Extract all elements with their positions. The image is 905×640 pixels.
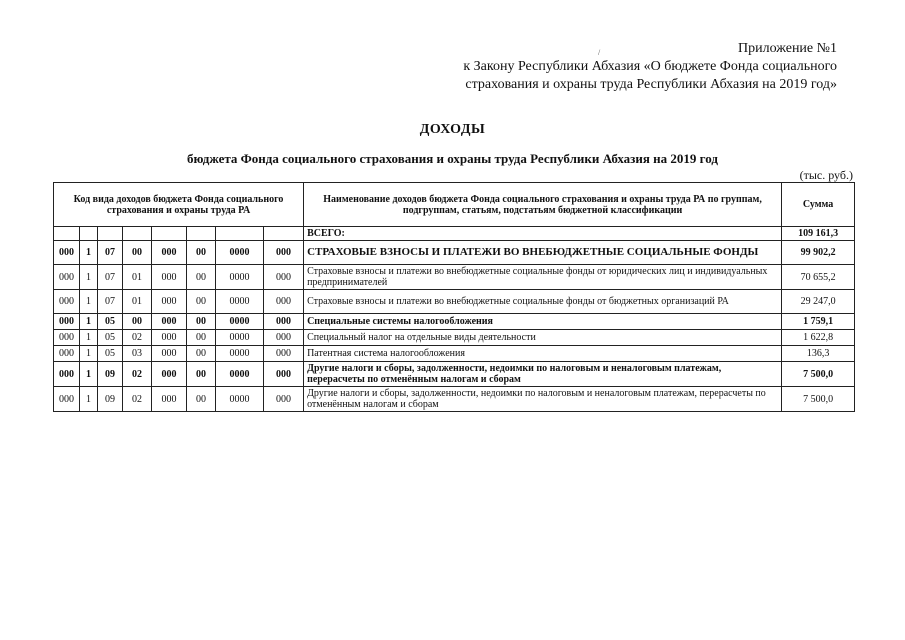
code-cell: 07 bbox=[98, 265, 123, 290]
empty-cell bbox=[80, 227, 98, 241]
code-cell: 000 bbox=[54, 265, 80, 290]
code-cell: 000 bbox=[152, 362, 187, 387]
pen-mark: / bbox=[598, 48, 601, 57]
income-sum-cell: 29 247,0 bbox=[782, 290, 855, 314]
code-cell: 1 bbox=[80, 387, 98, 412]
code-cell: 000 bbox=[54, 290, 80, 314]
code-cell: 000 bbox=[152, 290, 187, 314]
income-name-cell: Страховые взносы и платежи во внебюджетные социальные фонды от бюджетных организаций РА bbox=[304, 290, 782, 314]
code-cell: 0000 bbox=[216, 346, 264, 362]
table-row bbox=[54, 387, 855, 412]
income-name-cell: Другие налоги и сборы, задолженности, недоимки по налоговым и неналоговым платежам, перерасчеты по отменённым налогам и сборам bbox=[304, 387, 782, 412]
table-row bbox=[54, 362, 855, 387]
code-cell: 00 bbox=[187, 387, 216, 412]
empty-cell bbox=[54, 227, 80, 241]
code-cell: 000 bbox=[264, 346, 304, 362]
code-cell: 0000 bbox=[216, 290, 264, 314]
empty-cell bbox=[216, 227, 264, 241]
code-cell: 00 bbox=[123, 314, 152, 330]
income-table bbox=[53, 182, 855, 412]
table-row bbox=[54, 330, 855, 346]
table-row bbox=[54, 290, 855, 314]
income-name-cell: Другие налоги и сборы, задолженности, недоимки по налоговым и неналоговым платежам, перерасчеты по отменённым налогам и сборам bbox=[304, 362, 782, 387]
code-cell: 09 bbox=[98, 362, 123, 387]
income-name-cell: Специальные системы налогообложения bbox=[304, 314, 782, 330]
code-cell: 000 bbox=[54, 330, 80, 346]
income-name-cell: Страховые взносы и платежи во внебюджетные социальные фонды от юридических лиц и индивидуальных предпринимателей bbox=[304, 265, 782, 290]
annex-line-2: к Закону Республики Абхазия «О бюджете Фонда социального bbox=[463, 59, 837, 74]
code-cell: 000 bbox=[54, 241, 80, 265]
income-sum-cell: 1 622,8 bbox=[782, 330, 855, 346]
code-cell: 000 bbox=[152, 387, 187, 412]
code-cell: 0000 bbox=[216, 362, 264, 387]
table-header-row bbox=[54, 183, 855, 227]
code-cell: 1 bbox=[80, 362, 98, 387]
code-cell: 05 bbox=[98, 330, 123, 346]
empty-cell bbox=[123, 227, 152, 241]
page-title: ДОХОДЫ bbox=[419, 122, 486, 137]
empty-cell bbox=[264, 227, 304, 241]
code-cell: 07 bbox=[98, 241, 123, 265]
code-cell: 1 bbox=[80, 314, 98, 330]
header-code: Код вида доходов бюджета Фонда социального страхования и охраны труда РА bbox=[54, 183, 304, 227]
income-name-cell: СТРАХОВЫЕ ВЗНОСЫ И ПЛАТЕЖИ ВО ВНЕБЮДЖЕТНЫЕ СОЦИАЛЬНЫЕ ФОНДЫ bbox=[304, 241, 782, 265]
unit-label: (тыс. руб.) bbox=[799, 168, 853, 182]
empty-cell bbox=[152, 227, 187, 241]
code-cell: 00 bbox=[187, 265, 216, 290]
code-cell: 02 bbox=[123, 362, 152, 387]
code-cell: 03 bbox=[123, 346, 152, 362]
code-cell: 000 bbox=[54, 362, 80, 387]
income-sum-cell: 70 655,2 bbox=[782, 265, 855, 290]
code-cell: 07 bbox=[98, 290, 123, 314]
code-cell: 000 bbox=[54, 314, 80, 330]
code-cell: 0000 bbox=[216, 314, 264, 330]
code-cell: 09 bbox=[98, 387, 123, 412]
code-cell: 000 bbox=[54, 387, 80, 412]
code-cell: 05 bbox=[98, 346, 123, 362]
code-cell: 1 bbox=[80, 330, 98, 346]
code-cell: 000 bbox=[152, 241, 187, 265]
code-cell: 0000 bbox=[216, 265, 264, 290]
code-cell: 0000 bbox=[216, 387, 264, 412]
code-cell: 1 bbox=[80, 241, 98, 265]
header-name: Наименование доходов бюджета Фонда социального страхования и охраны труда РА по группам, подгруппам, статьям, подстатьям бюджетной классификации bbox=[304, 183, 782, 227]
page-subtitle: бюджета Фонда социального страхования и охраны труда Республики Абхазия на 2019 год bbox=[187, 151, 718, 166]
code-cell: 00 bbox=[187, 346, 216, 362]
annex-line-3: страхования и охраны труда Республики Абхазия на 2019 год» bbox=[465, 77, 837, 92]
income-name-cell: Специальный налог на отдельные виды деятельности bbox=[304, 330, 782, 346]
code-cell: 02 bbox=[123, 330, 152, 346]
income-name-cell: Патентная система налогообложения bbox=[304, 346, 782, 362]
code-cell: 000 bbox=[264, 290, 304, 314]
code-cell: 00 bbox=[123, 241, 152, 265]
code-cell: 1 bbox=[80, 265, 98, 290]
income-sum-cell: 7 500,0 bbox=[782, 362, 855, 387]
code-cell: 000 bbox=[54, 346, 80, 362]
income-sum-cell: 99 902,2 bbox=[782, 241, 855, 265]
code-cell: 000 bbox=[152, 346, 187, 362]
code-cell: 00 bbox=[187, 290, 216, 314]
code-cell: 0000 bbox=[216, 241, 264, 265]
code-cell: 0000 bbox=[216, 330, 264, 346]
code-cell: 1 bbox=[80, 346, 98, 362]
income-sum-cell: 136,3 bbox=[782, 346, 855, 362]
code-cell: 000 bbox=[264, 241, 304, 265]
code-cell: 00 bbox=[187, 362, 216, 387]
code-cell: 00 bbox=[187, 314, 216, 330]
code-cell: 02 bbox=[123, 387, 152, 412]
code-cell: 01 bbox=[123, 265, 152, 290]
code-cell: 000 bbox=[152, 265, 187, 290]
header-sum: Сумма bbox=[782, 183, 855, 227]
code-cell: 00 bbox=[187, 330, 216, 346]
table-row bbox=[54, 265, 855, 290]
code-cell: 000 bbox=[264, 314, 304, 330]
total-sum: 109 161,3 bbox=[782, 227, 855, 241]
table-row bbox=[54, 241, 855, 265]
empty-cell bbox=[98, 227, 123, 241]
empty-cell bbox=[187, 227, 216, 241]
income-sum-cell: 1 759,1 bbox=[782, 314, 855, 330]
code-cell: 00 bbox=[187, 241, 216, 265]
code-cell: 000 bbox=[264, 265, 304, 290]
code-cell: 000 bbox=[152, 314, 187, 330]
code-cell: 000 bbox=[264, 330, 304, 346]
table-row bbox=[54, 346, 855, 362]
total-label: ВСЕГО: bbox=[304, 227, 782, 241]
table-row bbox=[54, 314, 855, 330]
income-sum-cell: 7 500,0 bbox=[782, 387, 855, 412]
total-row bbox=[54, 227, 855, 241]
annex-line-1: Приложение №1 bbox=[738, 41, 837, 56]
code-cell: 01 bbox=[123, 290, 152, 314]
code-cell: 000 bbox=[264, 362, 304, 387]
code-cell: 000 bbox=[264, 387, 304, 412]
code-cell: 05 bbox=[98, 314, 123, 330]
annex-header bbox=[397, 40, 837, 94]
code-cell: 1 bbox=[80, 290, 98, 314]
code-cell: 000 bbox=[152, 330, 187, 346]
